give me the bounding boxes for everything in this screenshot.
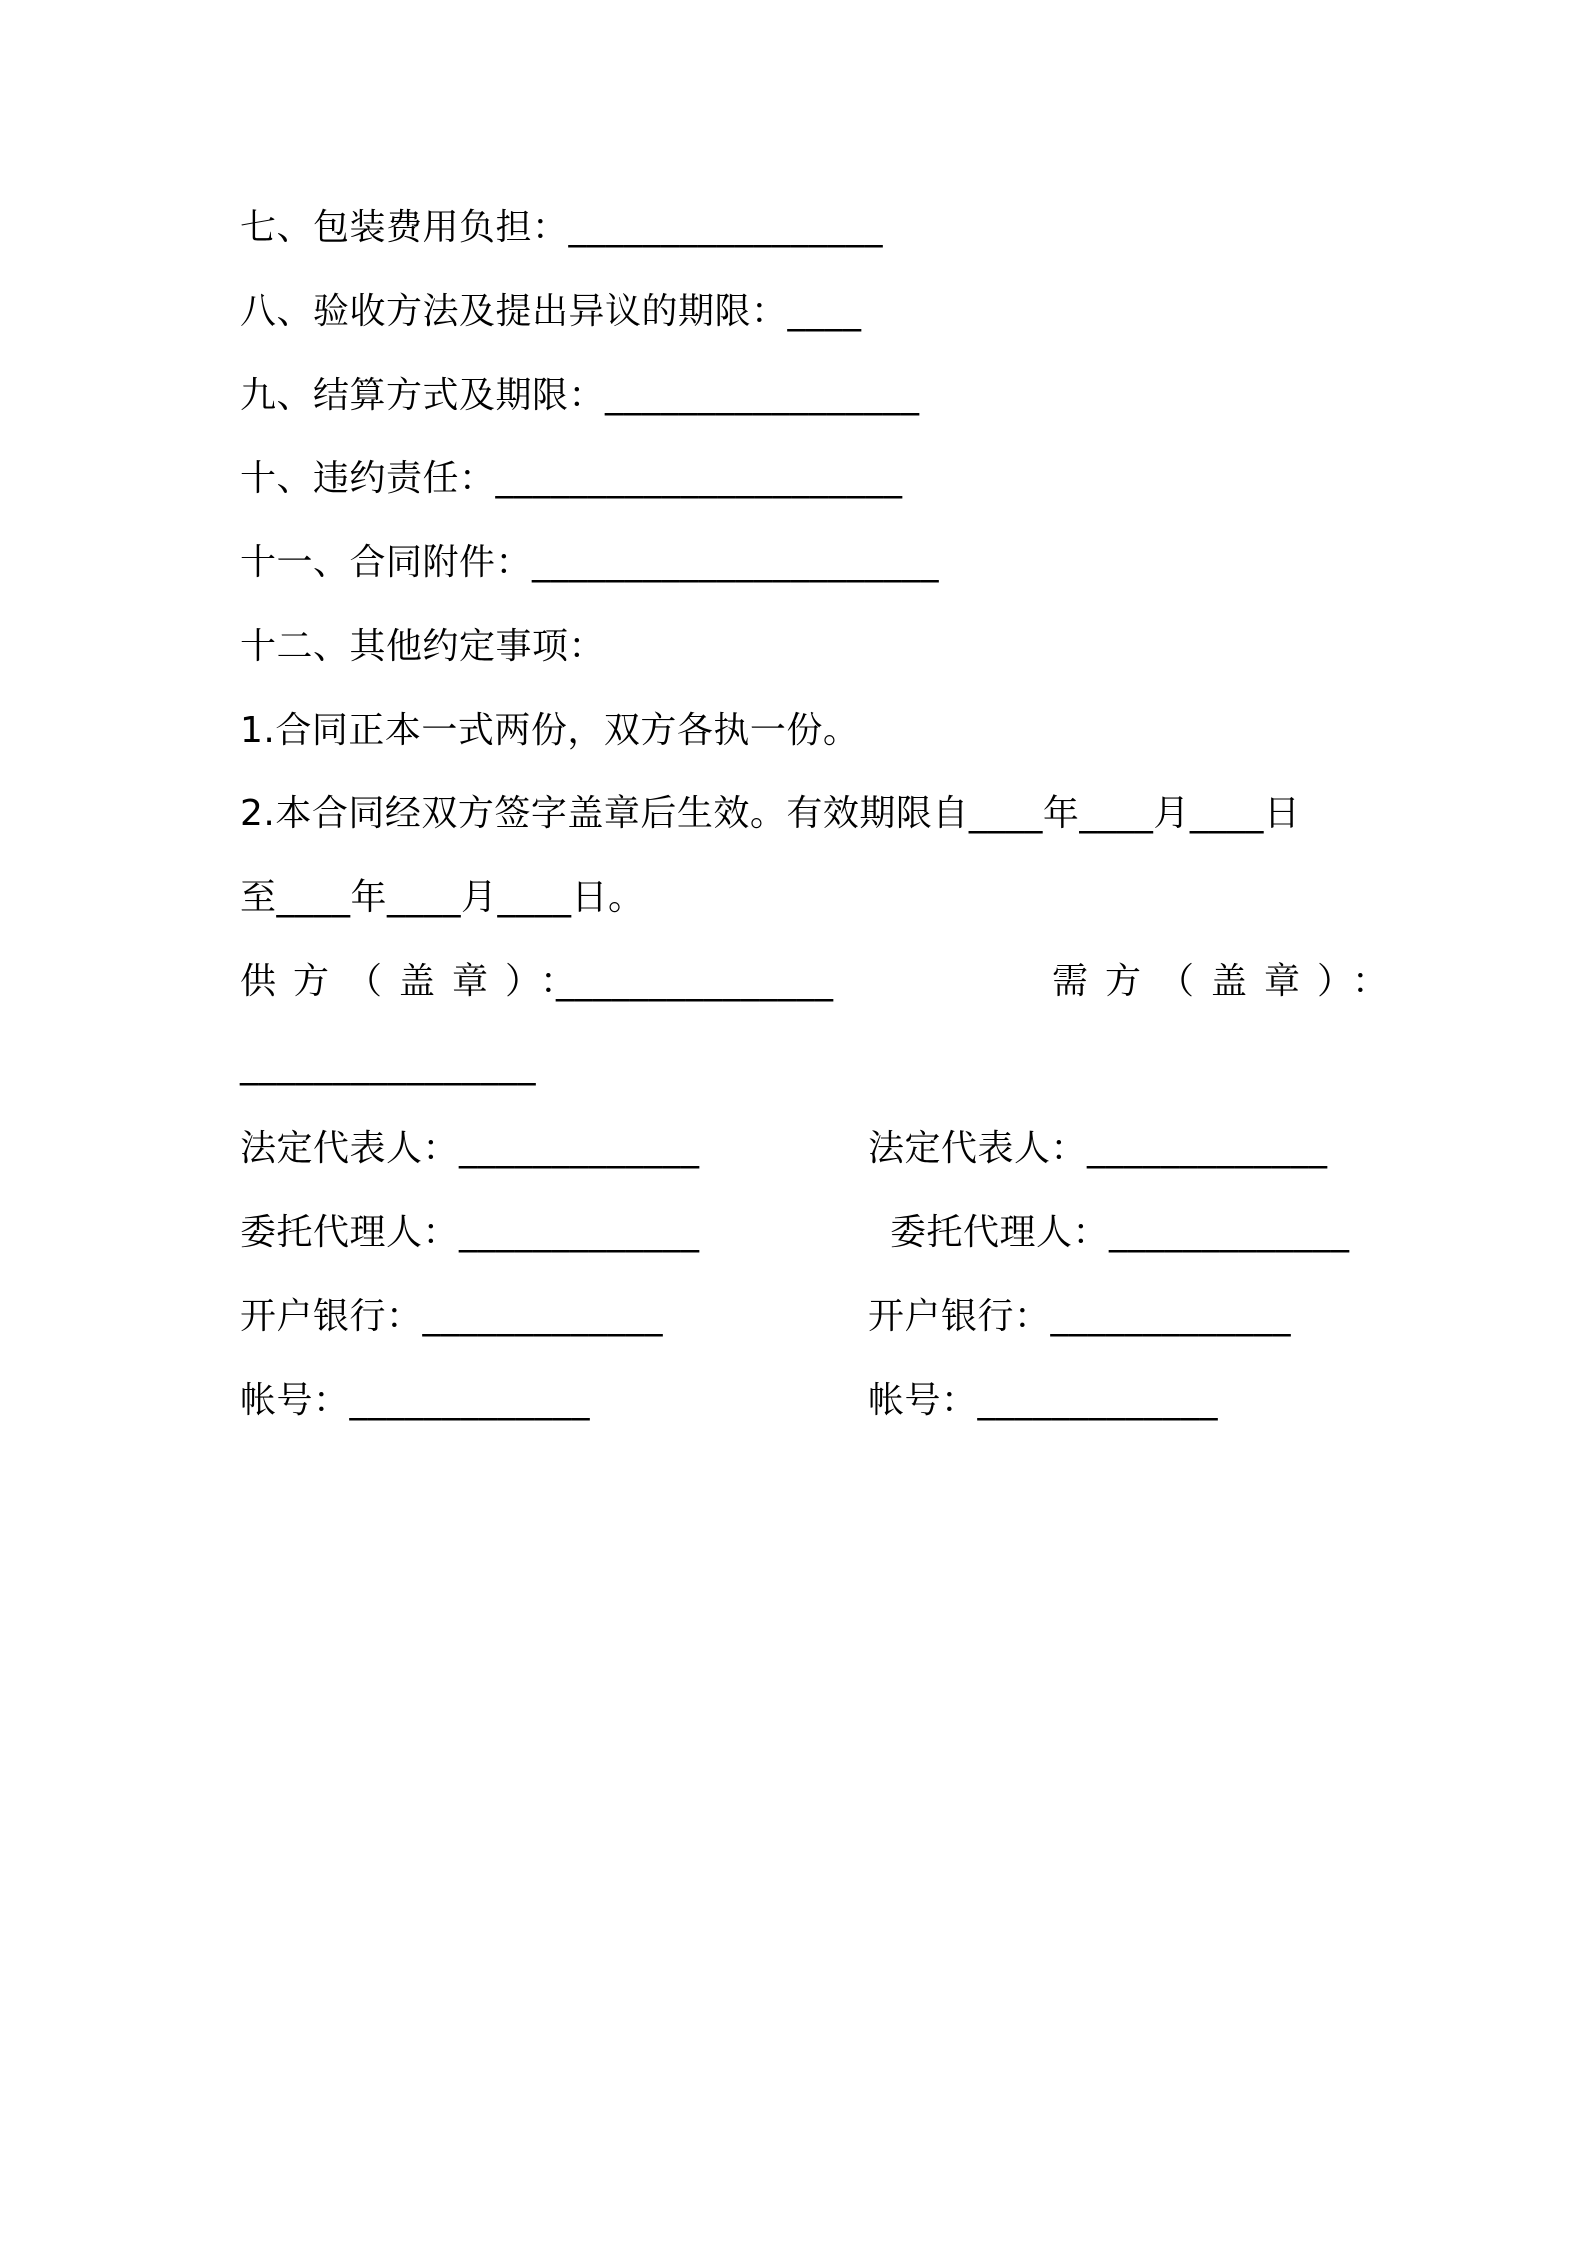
supplier-legal-rep: 法定代表人：_____________ bbox=[240, 1128, 700, 1169]
clause-inspection: 八、验收方法及提出异议的期限：____ bbox=[240, 291, 862, 332]
other-term-2-line-2: 至____年____月____日。 bbox=[240, 877, 645, 918]
supplier-agent: 委托代理人：_____________ bbox=[240, 1212, 700, 1253]
buyer-agent: 委托代理人：_____________ bbox=[890, 1212, 1350, 1253]
buyer-seal-label: 需方（盖章）： bbox=[1052, 961, 1406, 1002]
buyer-legal-rep: 法定代表人：_____________ bbox=[868, 1128, 1328, 1169]
other-term-1: 1.合同正本一式两份，双方各执一份。 bbox=[240, 710, 860, 751]
clause-settlement: 九、结算方式及期限：_________________ bbox=[240, 375, 920, 416]
supplier-seal-label: 供方（盖章）： bbox=[240, 961, 594, 1002]
buyer-seal-blank: ________________ bbox=[240, 1045, 536, 1086]
clause-breach: 十、违约责任：______________________ bbox=[240, 458, 903, 499]
buyer-account: 帐号：_____________ bbox=[868, 1380, 1219, 1421]
clause-attachments: 十一、合同附件：______________________ bbox=[240, 542, 940, 583]
clause-packaging: 七、包装费用负担：_________________ bbox=[240, 207, 884, 248]
other-term-2-line-1: 2.本合同经双方签字盖章后生效。有效期限自____年____月____日 bbox=[240, 793, 1301, 834]
supplier-account: 帐号：_____________ bbox=[240, 1380, 591, 1421]
supplier-seal-blank: _______________ bbox=[556, 961, 834, 1002]
buyer-bank: 开户银行：_____________ bbox=[868, 1296, 1292, 1337]
supplier-bank: 开户银行：_____________ bbox=[240, 1296, 664, 1337]
clause-other-heading: 十二、其他约定事项： bbox=[240, 626, 606, 667]
